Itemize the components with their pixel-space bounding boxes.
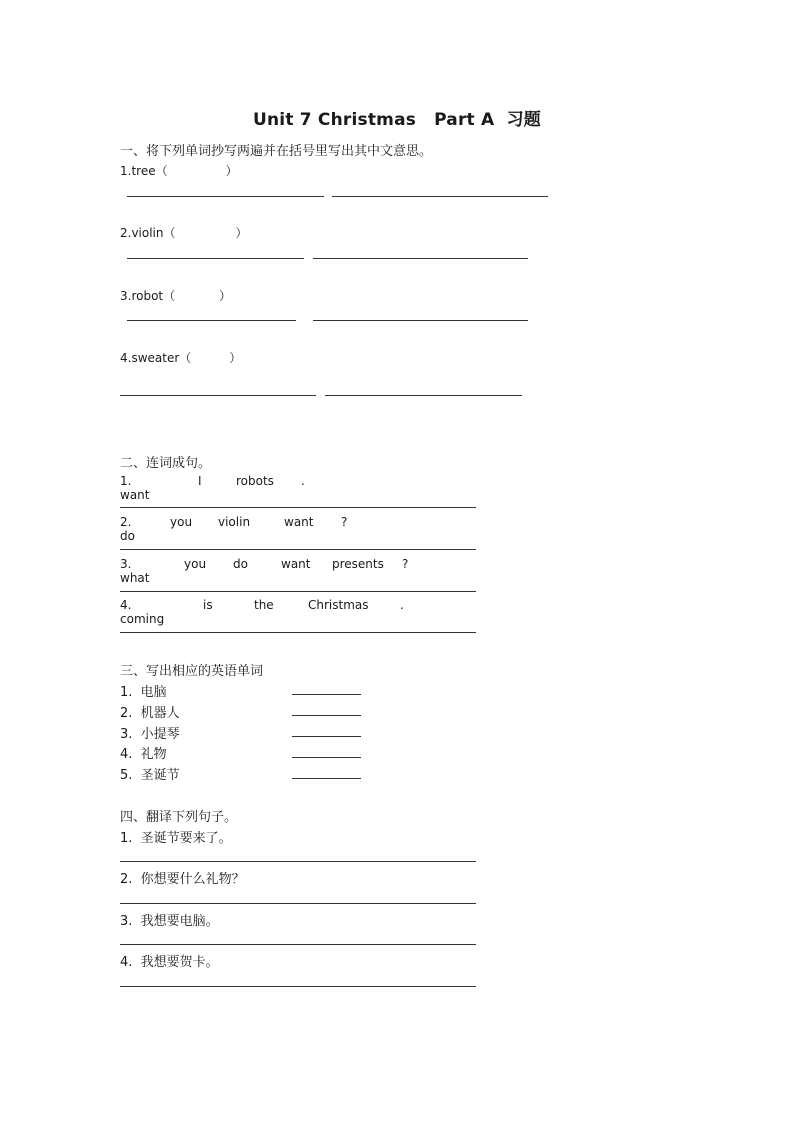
word: presents	[332, 557, 384, 571]
item-text: 电脑	[140, 685, 167, 700]
section1-item-1	[120, 162, 238, 179]
section1-item-4	[120, 349, 241, 366]
word: 3. what	[120, 557, 150, 585]
word-answer-line-1[interactable]	[292, 694, 361, 695]
translate-item-3	[120, 910, 219, 929]
copy-line-3b[interactable]	[313, 320, 528, 321]
item-number: 1.	[120, 831, 133, 846]
copy-line-3a[interactable]	[127, 320, 296, 321]
title-part: Part A	[434, 110, 495, 130]
word: 2. do	[120, 515, 135, 543]
word: 1. want	[120, 474, 150, 502]
copy-line-2a[interactable]	[127, 258, 304, 259]
section2-heading: 二、连词成句。	[120, 456, 212, 471]
word: ?	[341, 515, 348, 529]
item-close-bracket: ）	[229, 351, 242, 365]
item-text: 礼物	[140, 747, 167, 762]
word: 4. coming	[120, 598, 165, 626]
title-exercise: 习题	[506, 110, 541, 130]
item-number: 5.	[120, 768, 133, 783]
copy-line-1b[interactable]	[332, 196, 548, 197]
item-close-bracket: ）	[235, 226, 248, 240]
item-number: 4.	[120, 955, 133, 970]
item-text: 我想要贺卡。	[140, 955, 219, 970]
item-number: 1.	[120, 685, 133, 700]
word: .	[301, 474, 305, 488]
word: you	[170, 515, 193, 529]
item-label: 2.violin（	[120, 226, 176, 240]
item-text: 机器人	[140, 706, 180, 721]
item-text: 圣诞节	[140, 768, 180, 783]
word: do	[233, 557, 248, 571]
translate-item-4	[120, 951, 219, 970]
section1-heading: 一、将下列单词抄写两遍并在括号里写出其中文意思。	[120, 144, 433, 159]
item-label: 3.robot（	[120, 289, 176, 303]
item-number: 3.	[120, 914, 133, 929]
item-number: 4.	[120, 747, 133, 762]
word-answer-line-3[interactable]	[292, 736, 361, 737]
word: the	[254, 598, 274, 612]
word: violin	[218, 515, 251, 529]
word: robots	[236, 474, 274, 488]
word-item-3	[120, 723, 180, 742]
item-close-bracket: ）	[225, 164, 238, 178]
item-label: 1.tree（	[120, 164, 168, 178]
item-text: 你想要什么礼物？	[140, 872, 245, 887]
translate-item-2	[120, 868, 245, 887]
word: ?	[402, 557, 409, 571]
item-number: 2.	[120, 872, 133, 887]
section1-item-2	[120, 224, 248, 241]
word-item-5	[120, 764, 180, 783]
item-text: 小提琴	[140, 727, 180, 742]
word-item-4	[120, 743, 167, 762]
answer-line-2-4[interactable]	[120, 632, 476, 633]
word-item-2	[120, 702, 180, 721]
answer-line-2-2[interactable]	[120, 549, 476, 550]
copy-line-1a[interactable]	[127, 196, 324, 197]
word: Christmas	[308, 598, 369, 612]
item-text: 圣诞节要来了。	[140, 831, 232, 846]
section4-heading: 四、翻译下列句子。	[120, 810, 238, 825]
answer-line-2-3[interactable]	[120, 591, 476, 592]
item-close-bracket: ）	[219, 289, 232, 303]
word: want	[284, 515, 314, 529]
word-item-1	[120, 681, 167, 700]
translate-answer-line-1[interactable]	[120, 861, 476, 862]
word-answer-line-2[interactable]	[292, 715, 361, 716]
translate-answer-line-4[interactable]	[120, 986, 476, 987]
word: you	[184, 557, 207, 571]
word: want	[281, 557, 311, 571]
worksheet-title	[0, 105, 794, 130]
word-answer-line-5[interactable]	[292, 778, 361, 779]
copy-line-4b[interactable]	[325, 395, 522, 396]
item-number: 3.	[120, 727, 133, 742]
translate-item-1	[120, 827, 232, 846]
copy-line-2b[interactable]	[313, 258, 528, 259]
section3-heading: 三、写出相应的英语单词	[120, 664, 264, 679]
item-label: 4.sweater（	[120, 351, 192, 365]
title-unit: Unit 7 Christmas	[253, 110, 417, 130]
item-number: 2.	[120, 706, 133, 721]
answer-line-2-1[interactable]	[120, 507, 476, 508]
word-answer-line-4[interactable]	[292, 757, 361, 758]
translate-answer-line-2[interactable]	[120, 903, 476, 904]
copy-line-4a[interactable]	[120, 395, 316, 396]
word: I	[198, 474, 202, 488]
section1-item-3	[120, 287, 231, 304]
item-text: 我想要电脑。	[140, 914, 219, 929]
word: is	[203, 598, 213, 612]
translate-answer-line-3[interactable]	[120, 944, 476, 945]
word: .	[400, 598, 404, 612]
